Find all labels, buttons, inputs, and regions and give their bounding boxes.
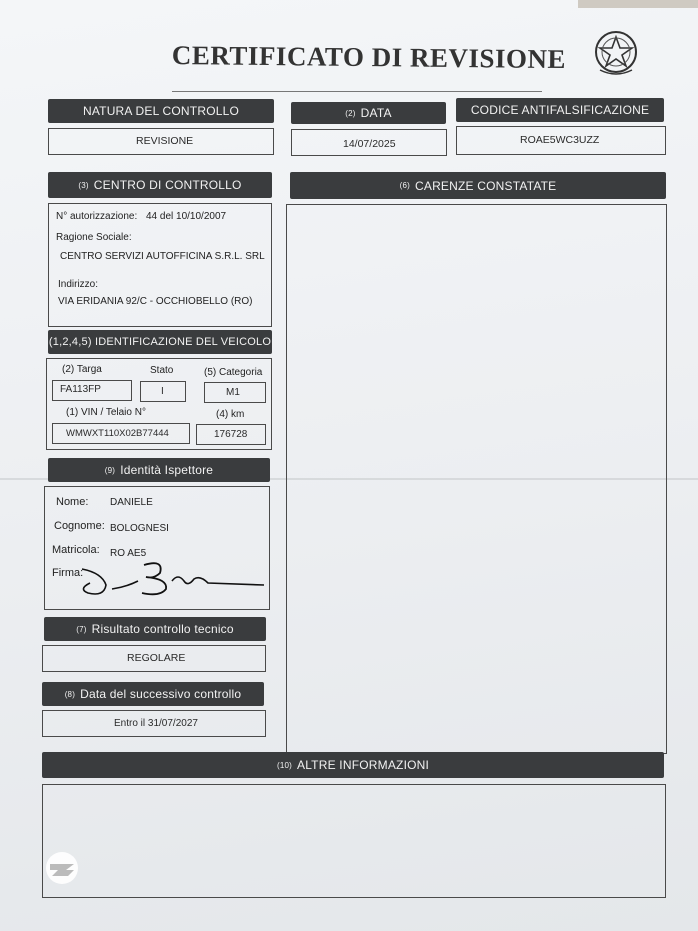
document-title: CERTIFICATO DI REVISIONE bbox=[171, 40, 567, 75]
targa-label: (2) Targa bbox=[62, 364, 102, 375]
km-value: 176728 bbox=[214, 429, 248, 440]
ispettore-header: (9) Identità Ispettore bbox=[48, 458, 270, 482]
autorizzazione-value: 44 del 10/10/2007 bbox=[146, 211, 227, 222]
codice-value: ROAE5WC3UZZ bbox=[520, 134, 600, 146]
targa-value: FA113FP bbox=[60, 384, 101, 395]
nome-value: DANIELE bbox=[110, 497, 153, 508]
nome-label: Nome: bbox=[56, 496, 89, 508]
vin-label: (1) VIN / Telaio N° bbox=[66, 407, 146, 418]
data-header: (2) DATA bbox=[291, 102, 446, 124]
signature-icon bbox=[68, 555, 268, 601]
veicolo-header: (1,2,4,5) IDENTIFICAZIONE DEL VEICOLO bbox=[48, 330, 272, 354]
title-rule bbox=[172, 91, 542, 92]
data-value: 14/07/2025 bbox=[343, 138, 396, 150]
categoria-label: (5) Categoria bbox=[204, 367, 263, 378]
natura-header: NATURA DEL CONTROLLO bbox=[48, 99, 274, 123]
carenze-box bbox=[286, 204, 667, 754]
watermark-logo-icon bbox=[44, 850, 80, 886]
matricola-label: Matricola: bbox=[52, 544, 100, 556]
republic-emblem-icon bbox=[590, 28, 642, 80]
carenze-header: (6) CARENZE CONSTATATE bbox=[290, 172, 666, 199]
altre-header: (10) ALTRE INFORMAZIONI bbox=[42, 752, 664, 778]
vin-value: WMWXT110X02B77444 bbox=[66, 428, 169, 439]
natura-value: REVISIONE bbox=[136, 135, 194, 147]
km-label: (4) km bbox=[216, 409, 245, 420]
risultato-header: (7) Risultato controllo tecnico bbox=[44, 617, 266, 641]
firma-label: Firma: bbox=[52, 567, 84, 579]
paper-edge bbox=[578, 0, 698, 8]
cognome-value: BOLOGNESI bbox=[110, 523, 169, 534]
indirizzo-label: Indirizzo: bbox=[58, 279, 99, 290]
ragione-label: Ragione Sociale: bbox=[56, 232, 132, 243]
codice-header: CODICE ANTIFALSIFICAZIONE bbox=[456, 98, 664, 122]
cognome-label: Cognome: bbox=[54, 520, 105, 532]
stato-value: I bbox=[161, 386, 164, 397]
risultato-value: REGOLARE bbox=[127, 652, 186, 664]
centro-header: (3) CENTRO DI CONTROLLO bbox=[48, 172, 272, 198]
ragione-value: CENTRO SERVIZI AUTOFFICINA S.R.L. SRL bbox=[60, 251, 265, 262]
categoria-value: M1 bbox=[226, 387, 240, 398]
autorizzazione-label: N° autorizzazione: bbox=[56, 211, 138, 222]
successivo-header: (8) Data del successivo controllo bbox=[42, 682, 264, 706]
indirizzo-value: VIA ERIDANIA 92/C - OCCHIOBELLO (RO) bbox=[58, 296, 253, 307]
stato-label: Stato bbox=[150, 365, 174, 376]
altre-box bbox=[42, 784, 666, 898]
matricola-value: RO AE5 bbox=[110, 548, 147, 559]
successivo-value: Entro il 31/07/2027 bbox=[114, 718, 198, 729]
